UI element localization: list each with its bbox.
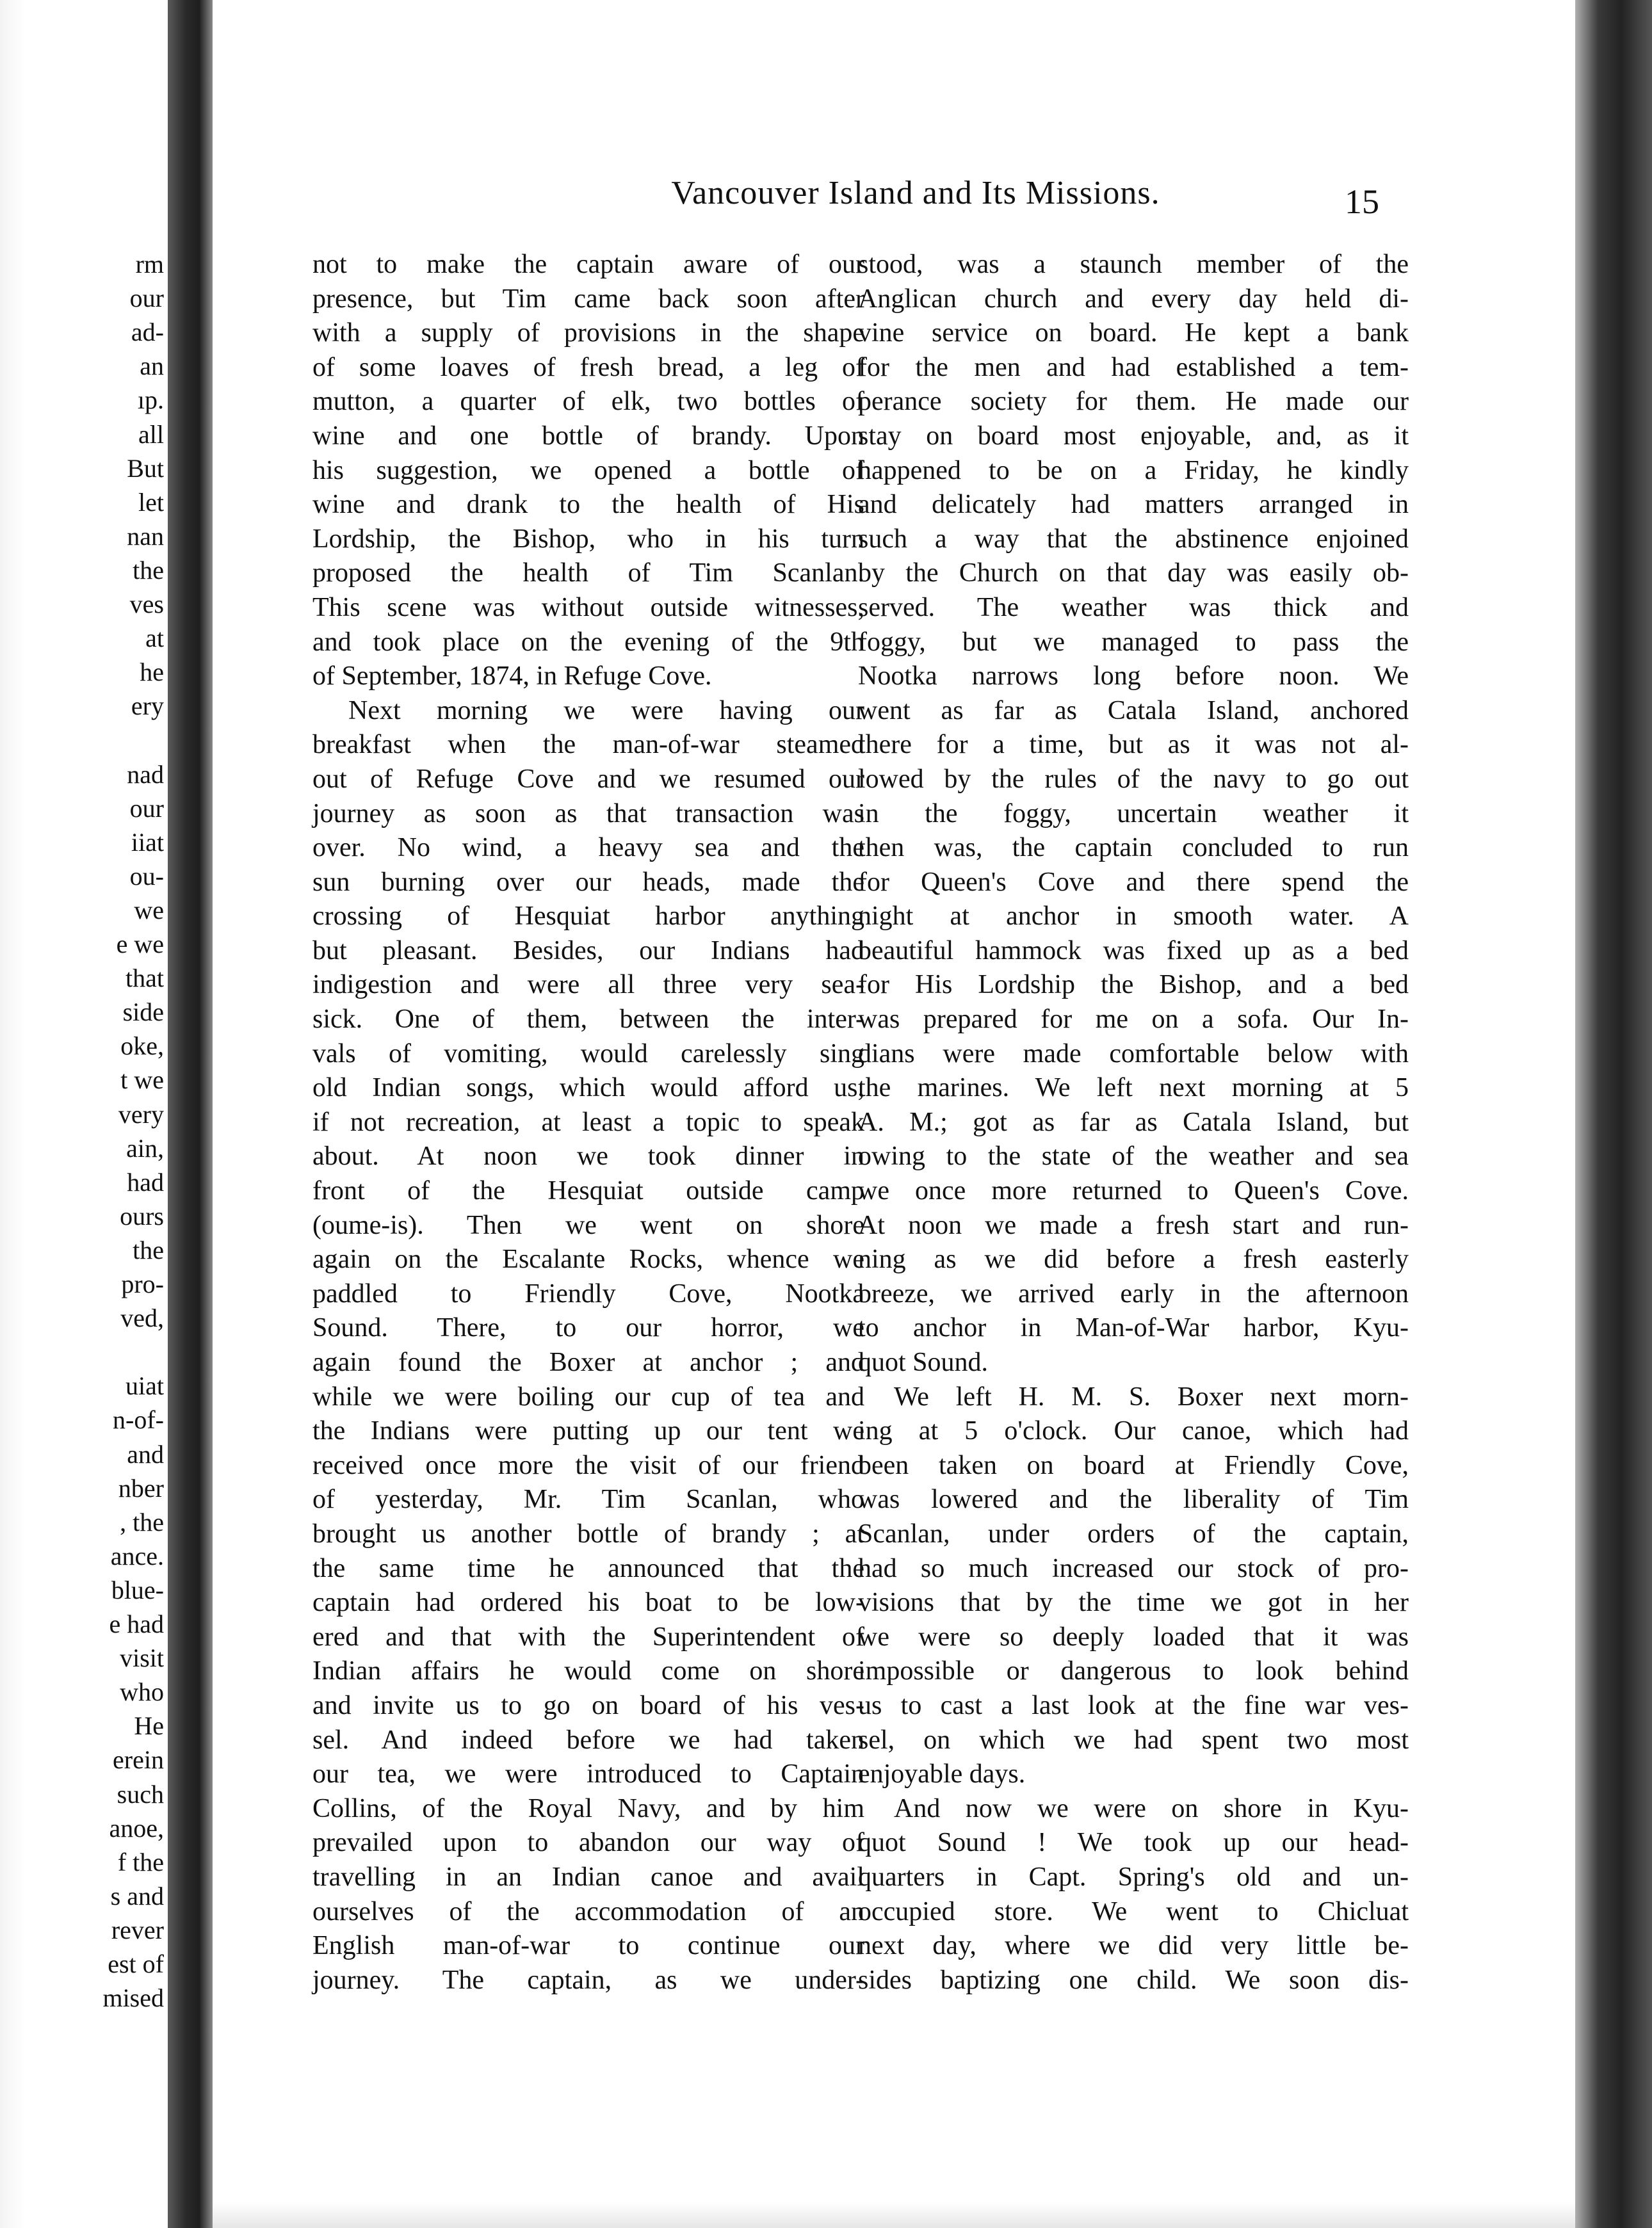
facing-page-line: ou- bbox=[129, 861, 164, 891]
text-line: we once more returned to Queen's Cove. bbox=[858, 1176, 1409, 1206]
facing-page-line: had bbox=[127, 1167, 164, 1197]
text-line: sel. And indeed before we had taken bbox=[312, 1725, 864, 1755]
facing-page-line: the bbox=[133, 1235, 164, 1264]
text-line: and delicately had matters arranged in bbox=[858, 490, 1409, 520]
text-line: again found the Boxer at anchor ; and bbox=[312, 1348, 864, 1377]
facing-page-line: and bbox=[127, 1439, 164, 1469]
facing-page-line: such bbox=[117, 1779, 164, 1809]
text-line: again on the Escalante Rocks, whence we bbox=[312, 1245, 864, 1275]
facing-page-line: n-of- bbox=[113, 1405, 164, 1435]
text-line: wine and drank to the health of His bbox=[312, 490, 864, 520]
text-line: if not recreation, at least a topic to speak bbox=[312, 1107, 864, 1137]
text-line: received once more the visit of our friend bbox=[312, 1450, 864, 1480]
text-line: served. The weather was thick and bbox=[858, 592, 1409, 622]
text-line: for Queen's Cove and there spend the bbox=[858, 867, 1409, 897]
text-line: ning as we did before a fresh easterly bbox=[858, 1245, 1409, 1275]
text-line: for the men and had established a tem- bbox=[858, 352, 1409, 382]
text-line: of yesterday, Mr. Tim Scanlan, who bbox=[312, 1485, 864, 1515]
text-line: visions that by the time we got in her bbox=[858, 1588, 1409, 1618]
text-line: quarters in Capt. Spring's old and un- bbox=[858, 1862, 1409, 1892]
text-line: We left H. M. S. Boxer next morn- bbox=[894, 1382, 1409, 1412]
facing-page-line: ad- bbox=[131, 318, 164, 347]
facing-page-line: the bbox=[133, 555, 164, 585]
facing-page-line: ıp. bbox=[137, 385, 164, 415]
text-line: was prepared for me on a sofa. Our In- bbox=[858, 1005, 1409, 1035]
text-line: been taken on board at Friendly Cove, bbox=[858, 1450, 1409, 1480]
text-line: paddled to Friendly Cove, Nootka bbox=[312, 1279, 864, 1309]
facing-page-line: But bbox=[127, 453, 164, 483]
text-line: Scanlan, under orders of the captain, bbox=[858, 1519, 1409, 1549]
text-line: ourselves of the accommodation of an bbox=[312, 1896, 864, 1926]
text-line: but pleasant. Besides, our Indians had bbox=[312, 935, 864, 965]
text-line: front of the Hesquiat outside camp bbox=[312, 1176, 864, 1206]
running-title: Vancouver Island and Its Missions. bbox=[671, 175, 1160, 211]
text-line: stood, was a staunch member of the bbox=[858, 250, 1409, 279]
facing-page-line: an bbox=[140, 351, 164, 381]
facing-page-line: uiat bbox=[126, 1371, 164, 1401]
facing-page-line: blue- bbox=[111, 1575, 164, 1604]
text-line: Anglican church and every day held di- bbox=[858, 284, 1409, 314]
text-line: foggy, but we managed to pass the bbox=[858, 627, 1409, 657]
facing-page-line: He bbox=[134, 1711, 164, 1741]
facing-page-line: e we bbox=[116, 930, 164, 958]
text-line: quot Sound ! We took up our head- bbox=[858, 1828, 1409, 1858]
text-column-left bbox=[312, 248, 864, 1998]
facing-page-line: all bbox=[138, 419, 164, 449]
book-gutter bbox=[168, 0, 213, 2228]
text-line: And now we were on shore in Kyu- bbox=[894, 1793, 1409, 1823]
text-line: proposed the health of Tim Scanlan. bbox=[312, 558, 864, 588]
facing-page-edge bbox=[0, 0, 24, 2228]
text-line: then was, the captain concluded to run bbox=[858, 833, 1409, 863]
facing-page-line: rever bbox=[111, 1915, 164, 1944]
text-line: of some loaves of fresh bread, a leg of bbox=[312, 352, 864, 382]
facing-page-line: our bbox=[129, 793, 164, 823]
facing-page-line: rm bbox=[135, 250, 164, 278]
text-line: Next morning we were having our bbox=[348, 695, 864, 725]
text-line: by the Church on that day was easily ob- bbox=[858, 558, 1409, 588]
text-line: in the foggy, uncertain weather it bbox=[858, 798, 1409, 828]
text-line: breakfast when the man-of-war steamed bbox=[312, 730, 864, 760]
text-line: Nootka narrows long before noon. We bbox=[858, 661, 1409, 691]
text-line: travelling in an Indian canoe and avail bbox=[312, 1862, 864, 1892]
text-line: sick. One of them, between the inter- bbox=[312, 1005, 864, 1035]
text-line: occupied store. We went to Chicluat bbox=[858, 1896, 1409, 1926]
facing-page-line: very bbox=[118, 1099, 164, 1129]
text-line: A. M.; got as far as Catala Island, but bbox=[858, 1107, 1409, 1137]
text-line: night at anchor in smooth water. A bbox=[858, 901, 1409, 932]
text-line: next day, where we did very little be- bbox=[858, 1931, 1409, 1961]
facing-page-line: est of bbox=[108, 1950, 164, 1978]
facing-page-line: pro- bbox=[121, 1270, 164, 1298]
text-line: went as far as Catala Island, anchored bbox=[858, 695, 1409, 725]
text-line: his suggestion, we opened a bottle of bbox=[312, 455, 864, 485]
facing-page-line: s and bbox=[110, 1881, 164, 1910]
facing-page-line: he bbox=[140, 658, 164, 687]
text-line: captain had ordered his boat to be low- bbox=[312, 1588, 864, 1618]
text-line: perance society for them. He made our bbox=[858, 387, 1409, 417]
text-line: over. No wind, a heavy sea and the bbox=[312, 833, 864, 863]
text-line: the same time he announced that the bbox=[312, 1553, 864, 1583]
text-line: This scene was without outside witnesses, bbox=[312, 592, 864, 622]
facing-page-line: t we bbox=[120, 1065, 164, 1095]
text-line: us to cast a last look at the fine war ves- bbox=[858, 1690, 1409, 1720]
text-line: out of Refuge Cove and we resumed our bbox=[312, 764, 864, 794]
text-line: such a way that the abstinence enjoined bbox=[858, 524, 1409, 554]
facing-page-line: anoe, bbox=[109, 1813, 164, 1843]
text-line: ing at 5 o'clock. Our canoe, which had bbox=[858, 1416, 1409, 1446]
facing-page-line: visit bbox=[120, 1643, 164, 1673]
text-line: Indian affairs he would come on shore bbox=[312, 1656, 864, 1686]
facing-page-line: iiat bbox=[131, 827, 164, 857]
text-line: there for a time, but as it was not al- bbox=[858, 730, 1409, 760]
text-line: and invite us to go on board of his ves- bbox=[312, 1690, 864, 1720]
text-line: we were so deeply loaded that it was bbox=[858, 1622, 1409, 1652]
facing-page-line: f the bbox=[117, 1847, 164, 1877]
facing-page-line: that bbox=[126, 964, 164, 993]
text-line: English man-of-war to continue our bbox=[312, 1931, 864, 1961]
text-line: vals of vomiting, would carelessly sing bbox=[312, 1038, 864, 1069]
text-line: stay on board most enjoyable, and, as it bbox=[858, 421, 1409, 451]
text-line: Sound. There, to our horror, we bbox=[312, 1313, 864, 1343]
text-line: not to make the captain aware of our bbox=[312, 250, 864, 279]
facing-page-line: oke, bbox=[120, 1031, 164, 1061]
facing-page-line: erein bbox=[113, 1745, 164, 1775]
text-line: indigestion and were all three very sea- bbox=[312, 970, 864, 1000]
text-line: with a supply of provisions in the shape bbox=[312, 318, 864, 348]
page-bottom-edge bbox=[213, 2202, 1575, 2228]
text-line: the marines. We left next morning at 5 bbox=[858, 1073, 1409, 1103]
text-line: Collins, of the Royal Navy, and by him bbox=[312, 1793, 864, 1823]
text-line: beautiful hammock was fixed up as a bed bbox=[858, 935, 1409, 965]
text-line: our tea, we were introduced to Captain bbox=[312, 1759, 864, 1789]
text-line: old Indian songs, which would afford us, bbox=[312, 1073, 864, 1103]
text-line: sun burning over our heads, made the bbox=[312, 867, 864, 897]
text-line: presence, but Tim came back soon after bbox=[312, 284, 864, 314]
text-column-right bbox=[858, 248, 1409, 1998]
text-line: enjoyable days. bbox=[858, 1759, 1026, 1789]
text-line: prevailed upon to abandon our way of bbox=[312, 1828, 864, 1858]
text-line: breeze, we arrived early in the afternoon bbox=[858, 1279, 1409, 1309]
text-line: journey as soon as that transaction was bbox=[312, 798, 864, 828]
text-line: happened to be on a Friday, he kindly bbox=[858, 455, 1409, 485]
text-line: had so much increased our stock of pro- bbox=[858, 1553, 1409, 1583]
page-number: 15 bbox=[1345, 182, 1379, 221]
text-line: impossible or dangerous to look behind bbox=[858, 1656, 1409, 1686]
facing-page-line: ves bbox=[129, 590, 164, 618]
text-line: about. At noon we took dinner in bbox=[312, 1142, 864, 1172]
text-line: (oume-is). Then we went on shore bbox=[312, 1210, 864, 1240]
text-line: ered and that with the Superintendent of bbox=[312, 1622, 864, 1652]
text-line: journey. The captain, as we under- bbox=[312, 1965, 864, 1995]
text-line: was lowered and the liberality of Tim bbox=[858, 1485, 1409, 1515]
text-line: to anchor in Man-of-War harbor, Kyu- bbox=[858, 1313, 1409, 1343]
text-line: owing to the state of the weather and sea bbox=[858, 1142, 1409, 1172]
text-line: for His Lordship the Bishop, and a bed bbox=[858, 970, 1409, 1000]
text-line: while we were boiling our cup of tea and bbox=[312, 1382, 864, 1412]
text-line: quot Sound. bbox=[858, 1348, 989, 1377]
facing-page-line: ance. bbox=[110, 1541, 164, 1570]
text-line: crossing of Hesquiat harbor anything bbox=[312, 901, 864, 932]
facing-page-line: mised bbox=[102, 1983, 164, 2013]
text-line: At noon we made a fresh start and run- bbox=[858, 1210, 1409, 1240]
facing-page-line: , the bbox=[120, 1507, 164, 1537]
facing-page-line: nad bbox=[127, 759, 164, 789]
facing-page-line: e had bbox=[109, 1610, 164, 1638]
text-line: mutton, a quarter of elk, two bottles of bbox=[312, 387, 864, 417]
text-line: Lordship, the Bishop, who in his turn bbox=[312, 524, 864, 554]
facing-page-line: at bbox=[145, 624, 164, 653]
facing-page-line: ery bbox=[131, 691, 164, 721]
facing-page-line: nan bbox=[127, 521, 164, 551]
facing-page-line: nber bbox=[118, 1473, 164, 1503]
facing-page-line: who bbox=[120, 1677, 164, 1707]
text-line: wine and one bottle of brandy. Upon bbox=[312, 421, 864, 451]
facing-page-line: let bbox=[138, 487, 164, 517]
text-line: lowed by the rules of the navy to go out bbox=[858, 764, 1409, 794]
text-line: dians were made comfortable below with bbox=[858, 1038, 1409, 1069]
text-line: brought us another bottle of brandy ; at bbox=[312, 1519, 864, 1549]
facing-page-left bbox=[0, 0, 168, 2228]
facing-page-line: ain, bbox=[126, 1133, 164, 1163]
facing-page-line: side bbox=[122, 997, 164, 1027]
page-right-edge bbox=[1575, 0, 1652, 2228]
text-line: the Indians were putting up our tent we bbox=[312, 1416, 864, 1446]
facing-page-line: we bbox=[134, 895, 164, 924]
text-line: and took place on the evening of the 9th bbox=[312, 627, 864, 657]
text-line: sides baptizing one child. We soon dis- bbox=[858, 1965, 1409, 1995]
facing-page-line: ved, bbox=[120, 1304, 164, 1333]
text-line: of September, 1874, in Refuge Cove. bbox=[312, 661, 712, 691]
facing-page-line: our bbox=[129, 284, 164, 313]
facing-page-line: ours bbox=[120, 1201, 164, 1231]
text-line: sel, on which we had spent two most bbox=[858, 1725, 1409, 1755]
text-line: vine service on board. He kept a bank bbox=[858, 318, 1409, 348]
